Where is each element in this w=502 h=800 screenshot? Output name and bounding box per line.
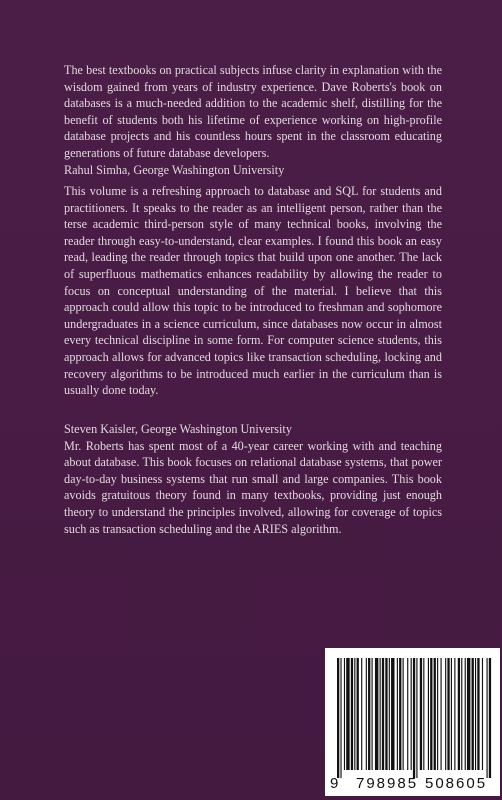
barcode-bar [375, 658, 378, 770]
review-attribution: Rahul Simha, George Washington University [64, 162, 285, 177]
barcode-graphic [325, 648, 500, 796]
barcode-bar [403, 658, 404, 770]
barcode-bar [445, 658, 446, 770]
barcode-bar [477, 658, 479, 770]
barcode-bar [423, 658, 424, 770]
barcode-bar [447, 658, 449, 770]
barcode-bar [489, 658, 491, 778]
barcode-bar [380, 658, 381, 770]
review-text: This volume is a refreshing approach to database and SQL for students and practitioners. It speaks to the reader as an intelligent person, rather than the terse academic third-person style of many technical books, involving the reader through easy-to-understand, clear examples. I found this book an easy read, leading the reader through topics that build upon one another. The lack of superfluous mathematics enhances readability by allowing the reader to focus on conceptual understanding of the material. I believe that this approach could allow this topic to be introduced to freshman and sophomore undergraduates in a science curriculum, since databases now occur in almost every technical discipline in some form. For computer science students, this approach allows for advanced topics like transaction scheduling, locking and recovery algorithms to be introduced much earlier in the curriculum than is usually done today. [64, 184, 442, 398]
barcode-bar [482, 658, 483, 770]
review-blurb-simha [64, 62, 442, 178]
barcode-bar [354, 658, 355, 770]
review-blurb-kaisler [64, 421, 442, 537]
barcode-bar [441, 658, 442, 770]
review-blurb-volume [64, 183, 442, 399]
barcode-bar [437, 658, 438, 770]
barcode-bar [357, 658, 359, 770]
barcode-bar [451, 658, 452, 770]
barcode-bar [407, 658, 408, 770]
barcode-bar [430, 658, 432, 770]
barcode-bar [397, 658, 398, 770]
barcode-bar [411, 658, 412, 770]
barcode-digit-prefix: 9 [330, 775, 339, 792]
barcode-bar [475, 658, 476, 770]
barcode-bar [487, 658, 488, 778]
barcode-bar [351, 658, 353, 770]
barcode-bar [391, 658, 394, 770]
barcode-bar [385, 658, 387, 770]
barcode-bar [389, 658, 390, 770]
barcode-bar [382, 658, 384, 770]
barcode-bar [465, 658, 466, 770]
barcode-bar [458, 658, 460, 770]
barcode-bars [337, 658, 491, 778]
barcode-digits-left: 798985 [356, 775, 419, 792]
barcode-bar [344, 658, 345, 770]
barcode-bar [340, 658, 341, 778]
barcode-bar [454, 658, 455, 770]
barcode-bar [467, 658, 470, 770]
review-text: Mr. Roberts has spent most of a 40-year career working with and teaching about database. This book focuses on relational database systems, that power day-to-day business systems that run small and large companies. This book avoids gratuitous theory found in many textbooks, providing just enough theory to understand the principles involved, allowing for coverage of topics such as transaction scheduling and the ARIES algorithm. [64, 438, 442, 536]
review-attribution: Steven Kaisler, George Washington University [64, 422, 292, 436]
barcode-bar [428, 658, 429, 770]
barcode-bar [399, 658, 401, 770]
barcode-bar [366, 658, 367, 770]
barcode-bar [461, 658, 462, 770]
barcode-bar [346, 658, 349, 770]
barcode-bar [361, 658, 362, 770]
barcode-bar [368, 658, 370, 770]
barcode-bar [434, 658, 436, 770]
barcode-bar [472, 658, 474, 770]
barcode-bar [337, 658, 339, 778]
review-text: The best textbooks on practical subjects infuse clarity in explanation with the wisdom gained from years of industry experience. Dave Roberts's book on databases is a much-needed addition to the academic shelf, distilling for the benefit of students both his lifetime of experience working on high-profile database projects and his countless hours spent in the classroom educating generations of future database developers. [64, 63, 442, 160]
barcode-bar [372, 658, 373, 770]
isbn-barcode [325, 648, 500, 796]
barcode-bar [416, 658, 417, 778]
barcode-bar [420, 658, 422, 770]
barcode-digits-right: 508605 [425, 775, 488, 792]
barcode-bar [413, 658, 415, 778]
